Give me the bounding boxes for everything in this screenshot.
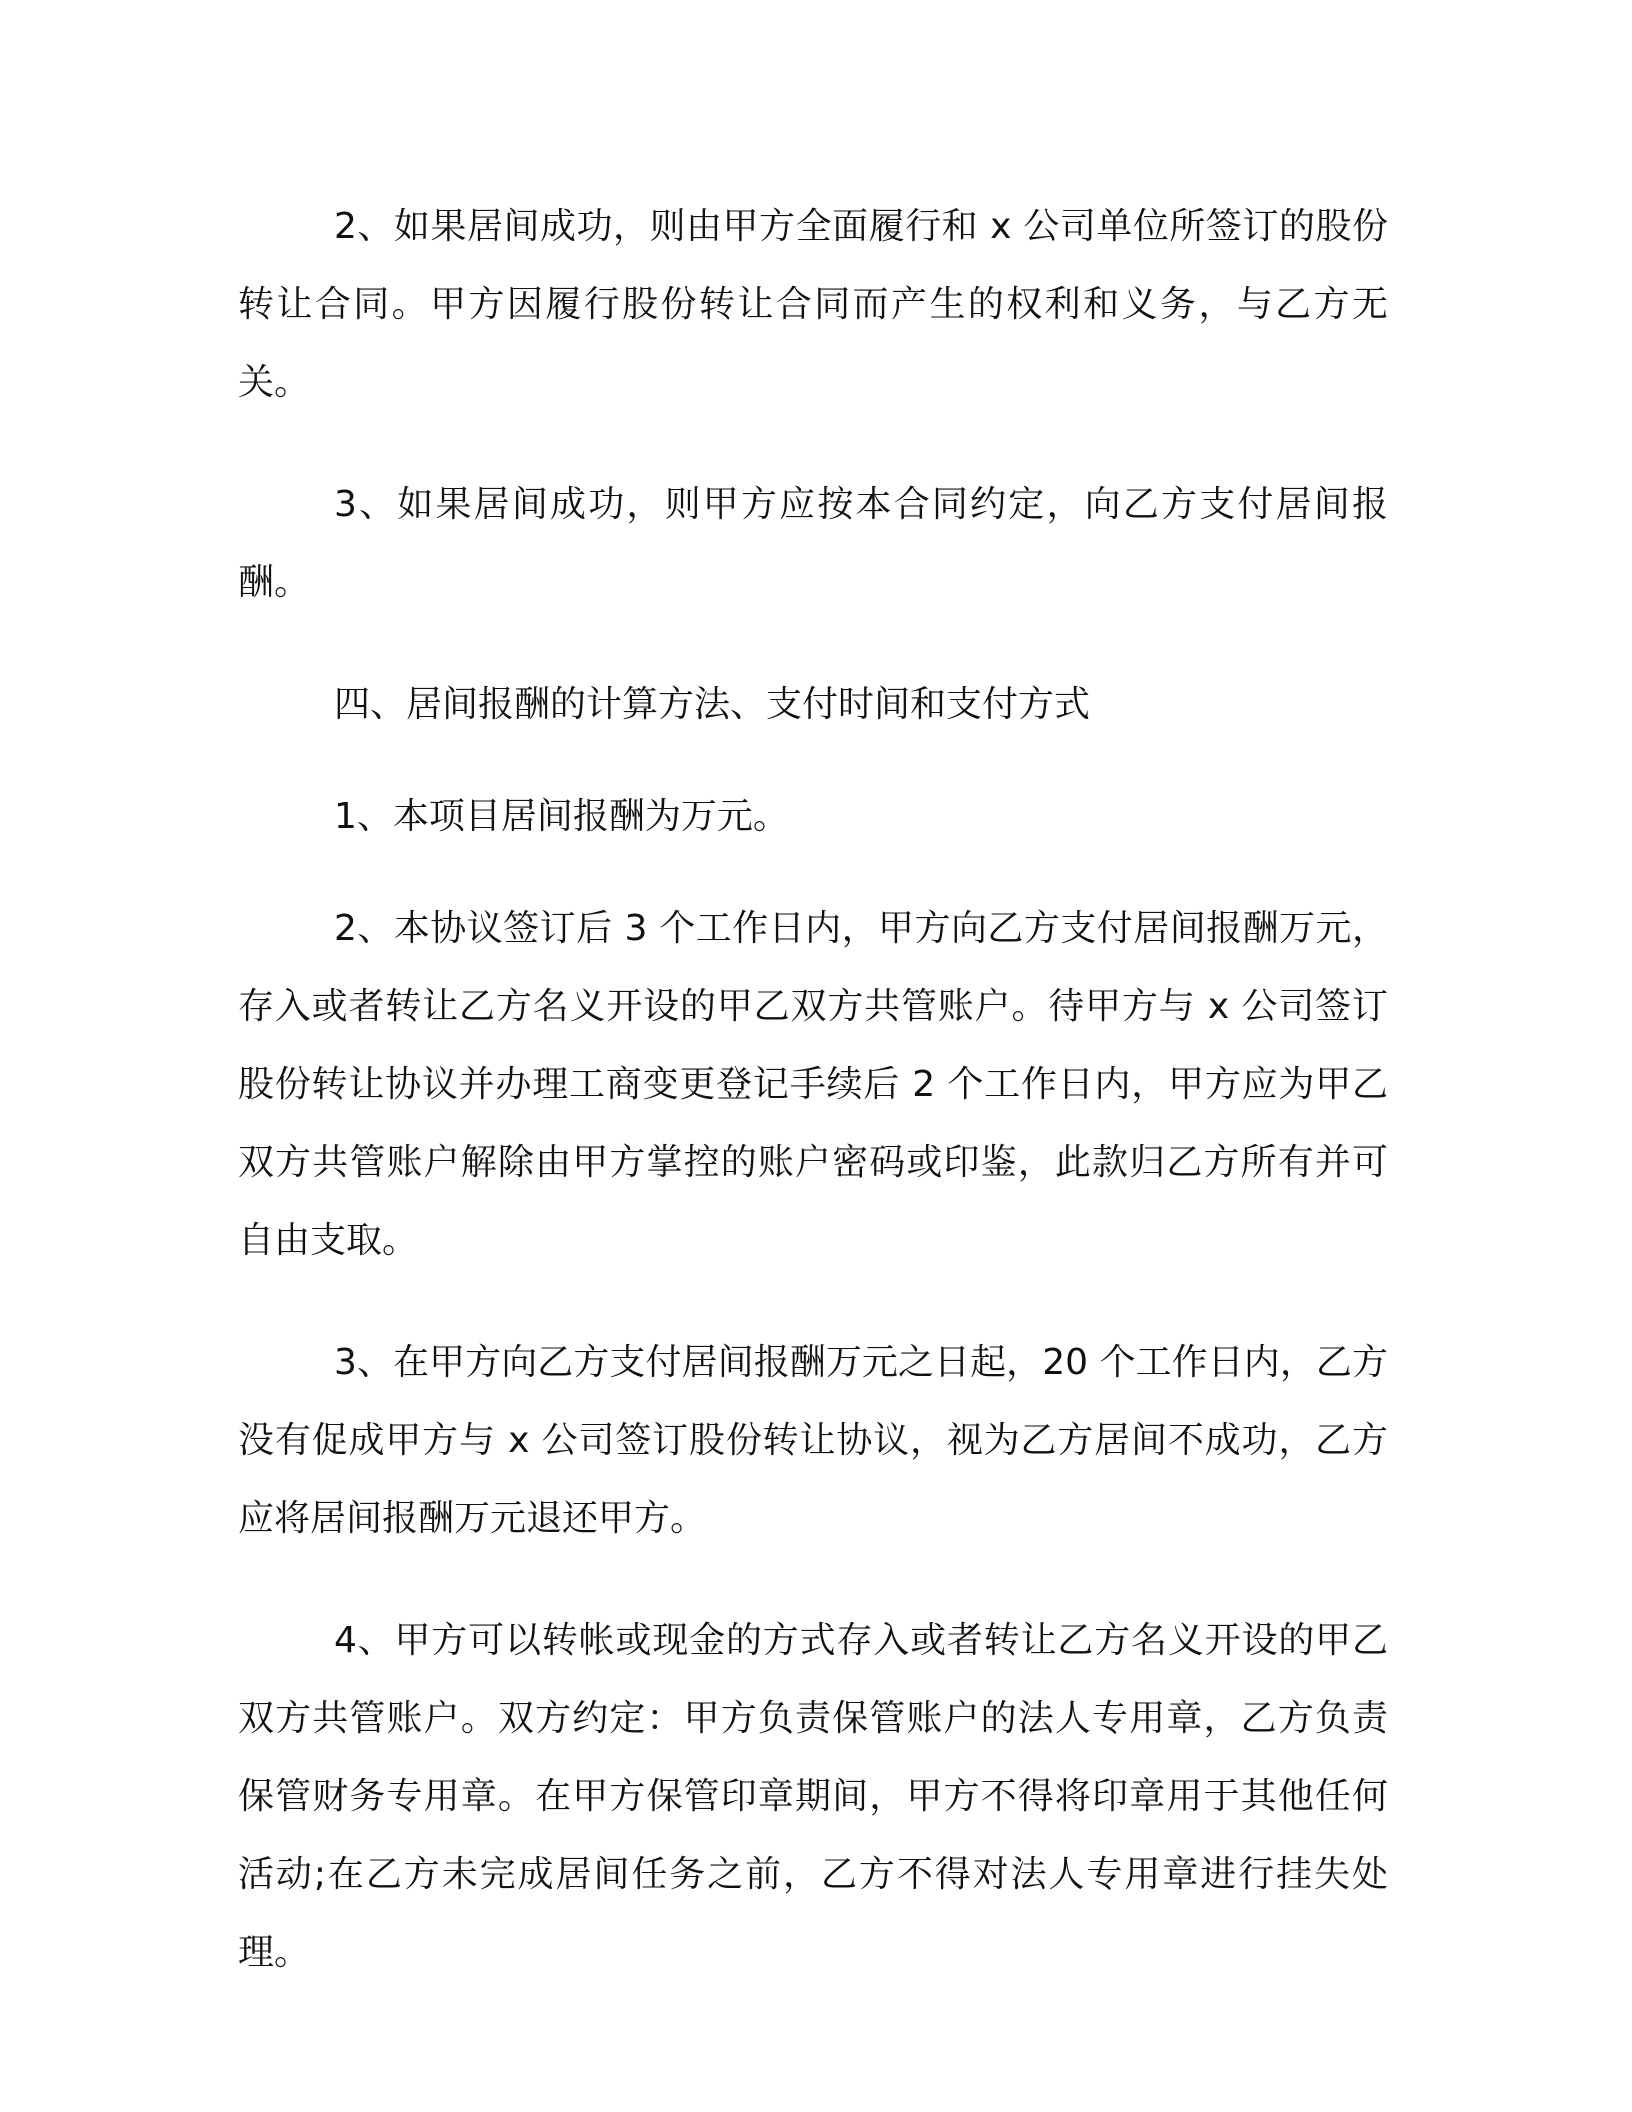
paragraph-fee-amount: 1、本项目居间报酬为万元。 bbox=[334, 796, 789, 837]
paragraph-clause-3-payment: 3、如果居间成功，则甲方应按本合同约定，向乙方支付居间报酬。 bbox=[238, 484, 1388, 603]
paragraph-clause-2-performance: 2、如果居间成功，则由甲方全面履行和 x 公司单位所签订的股份转让合同。甲方因履行股份转让合同而产生的权利和义务，与乙方无关。 bbox=[238, 206, 1388, 403]
paragraph-refund-terms: 3、在甲方向乙方支付居间报酬万元之日起，20 个工作日内，乙方没有促成甲方与 x 公司签订股份转让协议，视为乙方居间不成功，乙方应将居间报酬万元退还甲方。 bbox=[238, 1342, 1388, 1539]
document-body bbox=[238, 188, 1388, 2036]
paragraph-joint-account-seals: 4、甲方可以转帐或现金的方式存入或者转让乙方名义开设的甲乙双方共管账户。双方约定：甲方负责保管账户的法人专用章，乙方负责保管财务专用章。在甲方保管印章期间，甲方不得将印章用于其他任何活动;在乙方未完成居间任务之前，乙方不得对法人专用章进行挂失处理。 bbox=[238, 1620, 1388, 1973]
section-heading-four: 四、居间报酬的计算方法、支付时间和支付方式 bbox=[334, 684, 1091, 725]
paragraph-fee-payment-terms: 2、本协议签订后 3 个工作日内，甲方向乙方支付居间报酬万元，存入或者转让乙方名义开设的甲乙双方共管账户。待甲方与 x 公司签订股份转让协议并办理工商变更登记手续后 2 个工作日内，甲方应为甲乙双方共管账户解除由甲方掌控的账户密码或印鉴，此款归乙方所有并可自由支取。 bbox=[238, 908, 1388, 1261]
